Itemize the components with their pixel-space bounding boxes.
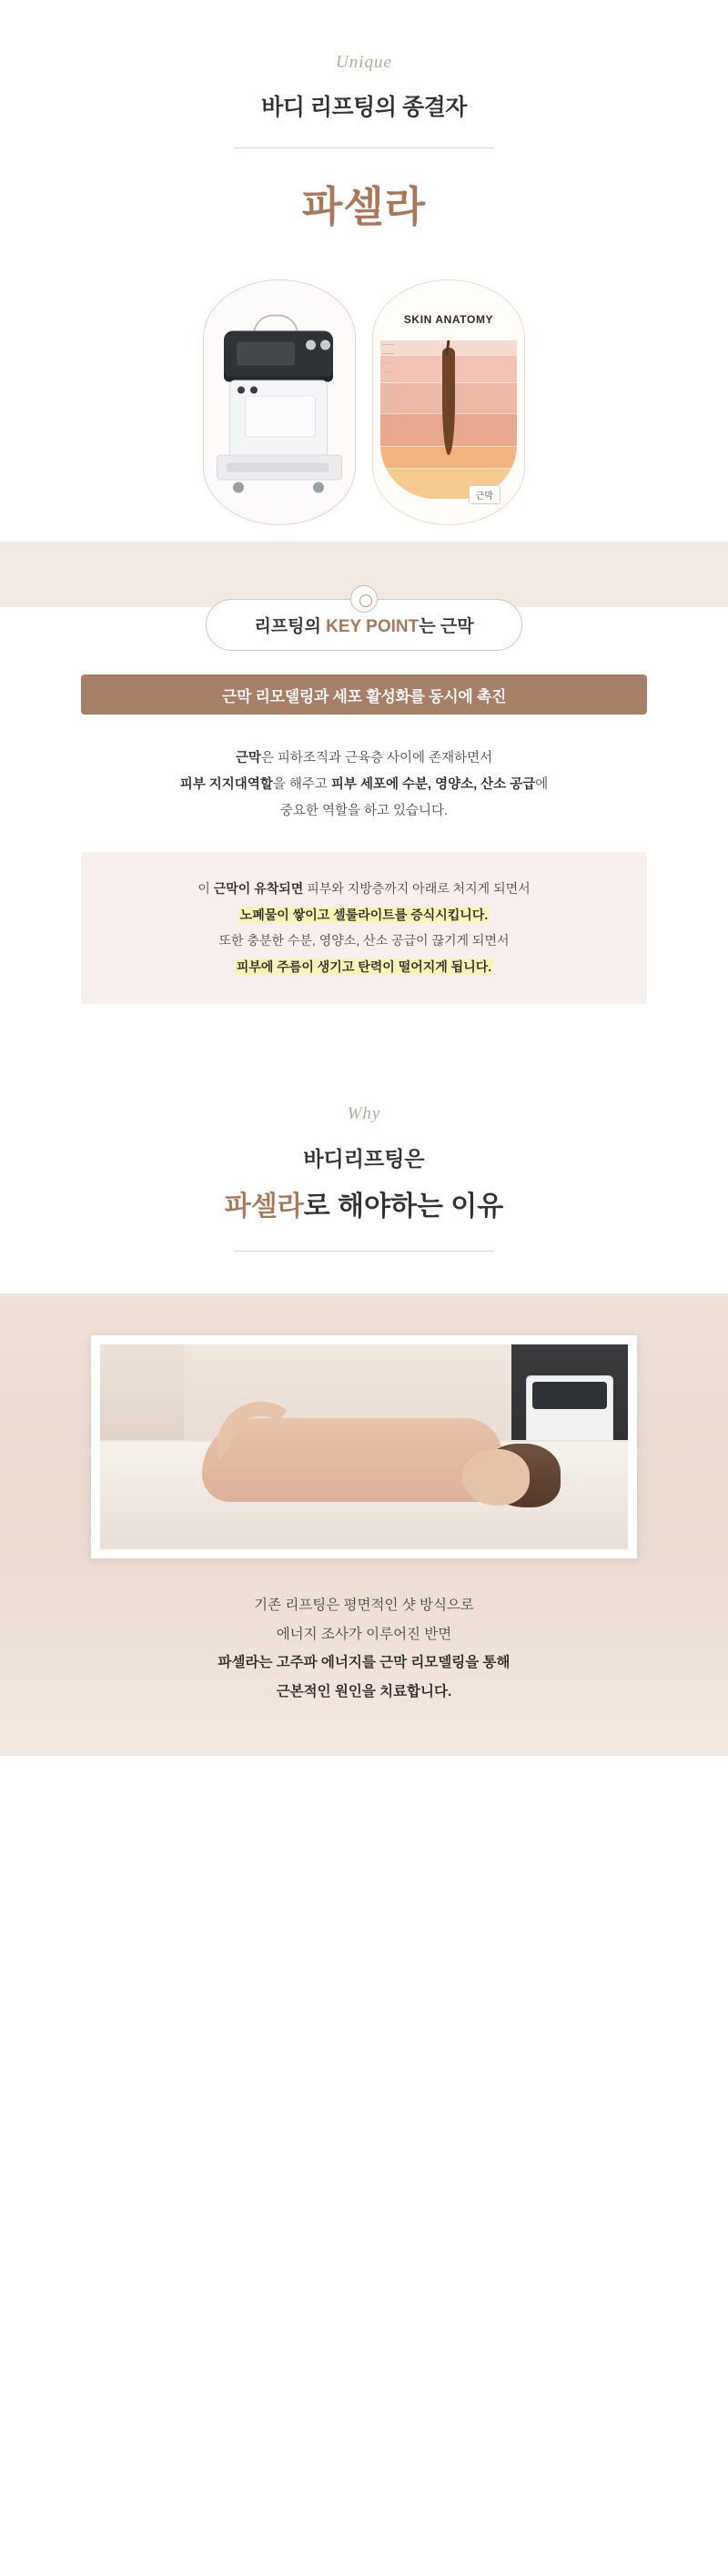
hero-section xyxy=(0,0,728,234)
treatment-photo xyxy=(100,1344,628,1549)
highlight-bar: 근막 리모델링과 세포 활성화를 동시에 촉진 xyxy=(81,674,647,715)
note-text-2: 피부와 지방층까지 아래로 처지게 되면서 xyxy=(303,881,531,896)
device-tray xyxy=(217,455,342,481)
device-wheel-icon xyxy=(233,482,244,493)
hero-eyebrow: Unique xyxy=(336,53,392,72)
paragraph-bold-1: 근막 xyxy=(235,751,261,766)
paragraph-text-2: 을 해주고 xyxy=(272,777,331,792)
why-eyebrow: Why xyxy=(347,1103,381,1123)
device-port-icon xyxy=(250,387,258,394)
photo-background xyxy=(100,1344,184,1442)
image-row xyxy=(0,279,728,525)
note-highlight-2: 피부에 주름이 생기고 탄력이 떨어지게 됩니다. xyxy=(236,959,492,975)
note-text-1: 이 xyxy=(197,881,214,896)
keypoint-accent: KEY POINT xyxy=(326,617,420,636)
layer-ticks xyxy=(382,344,395,488)
divider xyxy=(234,1251,494,1252)
caption-line-3: 파셀라는 고주파 에너지를 근막 리모델링을 통해 xyxy=(217,1655,511,1671)
hero-headline: 바디 리프팅의 종결자 xyxy=(261,95,467,120)
note-box xyxy=(81,852,647,1004)
paragraph-text-4: 중요한 역할을 하고 있습니다. xyxy=(279,804,449,818)
brand-title: 파셀라 xyxy=(301,183,427,230)
photo-caption xyxy=(0,1591,728,1707)
device-head xyxy=(224,331,333,382)
why-title-2 xyxy=(0,1183,728,1223)
skin-anatomy-illustration xyxy=(373,280,524,524)
divider xyxy=(234,147,494,148)
why-title-accent: 파셀라 xyxy=(224,1191,304,1222)
layer-divider xyxy=(380,468,517,469)
keypoint-prefix: 리프팅의 xyxy=(254,617,327,636)
patient-head xyxy=(462,1449,530,1506)
device-body xyxy=(229,380,328,464)
note-bold-1: 근막이 유착되면 xyxy=(213,881,304,896)
device-wheel-icon xyxy=(313,482,324,493)
keypoint-section xyxy=(0,585,728,651)
paragraph-text-3: 에 xyxy=(535,777,549,792)
device-knob-icon xyxy=(306,340,316,350)
note-text-3: 또한 충분한 수분, 영양소, 산소 공급이 끊기게 되면서 xyxy=(218,933,510,948)
hair-follicle-icon xyxy=(442,348,455,455)
paragraph-bold-3: 피부 세포에 수분, 영양소, 산소 공급 xyxy=(330,777,536,792)
note-highlight-1: 노폐물이 쌓이고 셀룰라이트를 증식시킵니다. xyxy=(239,907,489,922)
device-port-icon xyxy=(238,387,245,394)
treatment-photo-section xyxy=(0,1293,728,1756)
keypoint-suffix: 는 근막 xyxy=(419,617,474,636)
treatment-photo-frame xyxy=(91,1335,637,1558)
why-title-1: 바디리프팅은 xyxy=(303,1146,425,1171)
caption-line-1: 기존 리프팅은 평면적인 샷 방식으로 xyxy=(254,1597,474,1613)
skin-anatomy-title: SKIN ANATOMY xyxy=(403,313,494,326)
skin-anatomy-card xyxy=(372,279,525,525)
caption-line-2: 에너지 조사가 이루어진 반면 xyxy=(276,1626,452,1642)
device-illustration xyxy=(217,309,342,496)
badge-circle-icon xyxy=(350,585,378,613)
intro-paragraph xyxy=(109,745,619,825)
paragraph-text-1: 은 피하조직과 근육층 사이에 존재하면서 xyxy=(260,751,493,766)
why-title-rest: 로 해야하는 이유 xyxy=(303,1191,504,1222)
paragraph-bold-2: 피부 지지대역할 xyxy=(179,777,273,792)
device-image-card xyxy=(203,279,356,525)
device-knob-icon xyxy=(320,340,330,350)
skin-layers xyxy=(380,340,517,499)
caption-line-4: 근본적인 원인을 치료합니다. xyxy=(276,1684,452,1700)
why-section xyxy=(0,1104,728,1252)
fascia-label: 근막 xyxy=(469,485,500,504)
